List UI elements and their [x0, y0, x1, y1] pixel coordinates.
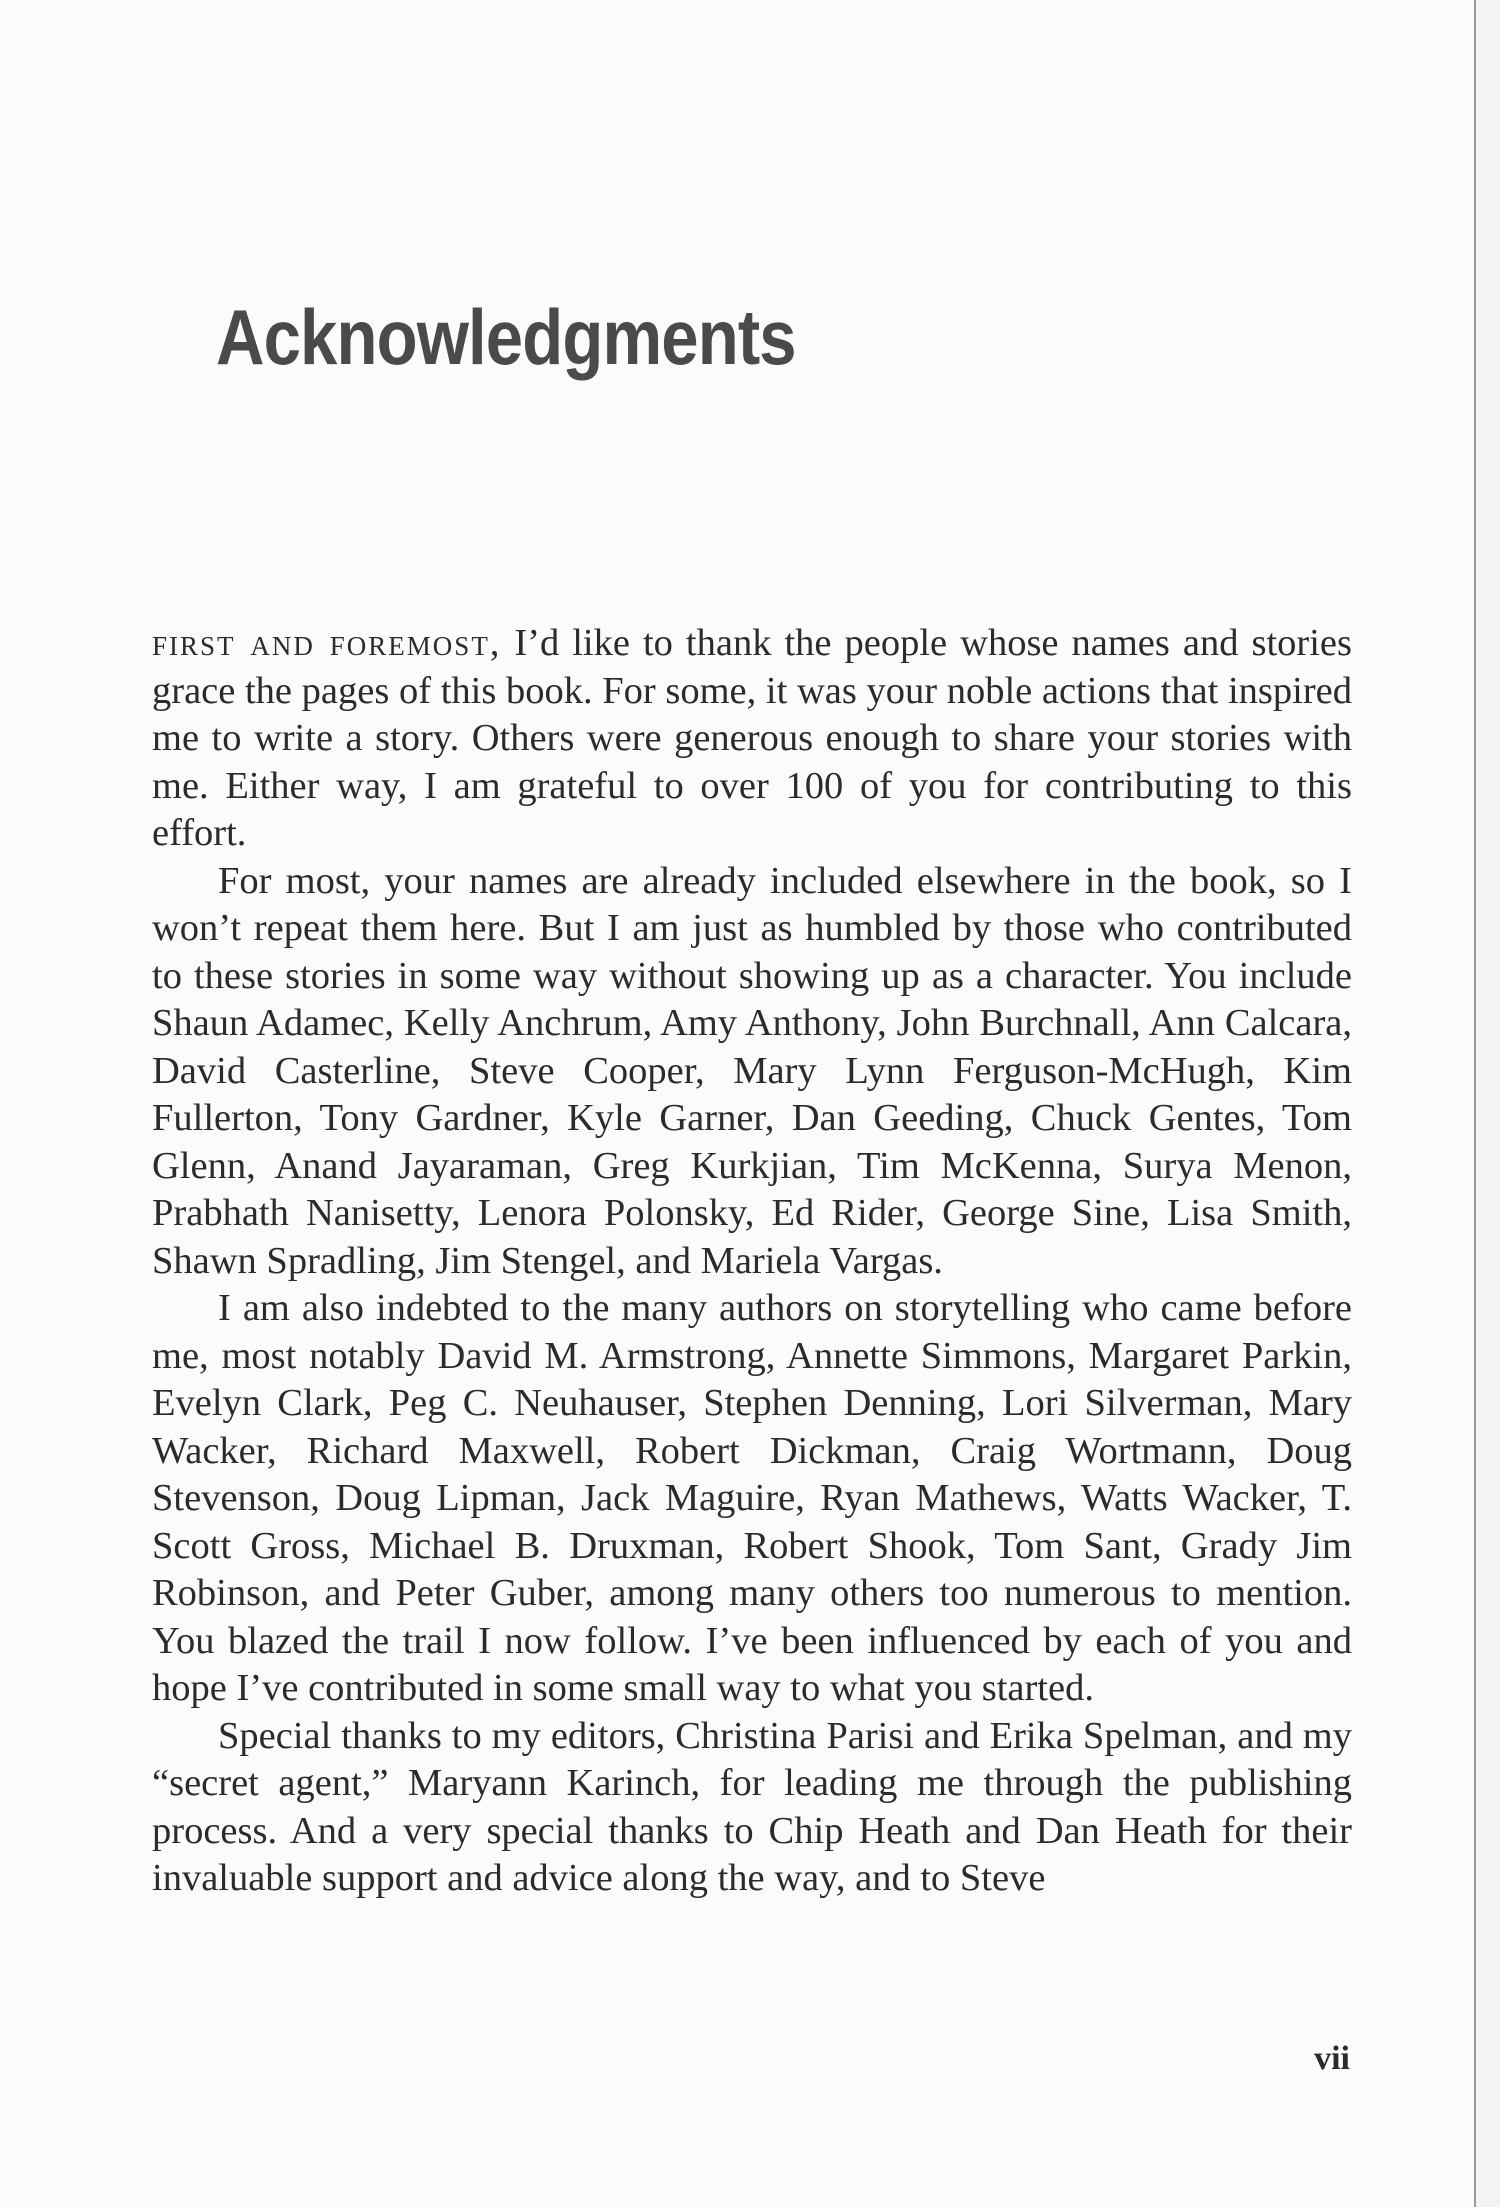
paragraph-2: For most, your names are already included elsewhere in the book, so I won’t repeat them here. But I am just as humbled by those who contributed to these stories in some way without showing up as a character. You include Shaun Adamec, Kelly Anchrum, Amy Anthony, John Burchnall, Ann Calcara, David Casterline, Steve Cooper, Mary Lynn Ferguson-McHugh, Kim Fullerton, Tony Gardner, Kyle Garner, Dan Geeding, Chuck Gentes, Tom Glenn, Anand Jayaraman, Greg Kurkjian, Tim McKenna, Surya Menon, Prabhath Nanisetty, Lenora Polonsky, Ed Rider, George Sine, Lisa Smith, Shawn Spradling, Jim Stengel, and Mariela Vargas. [152, 859, 1352, 1282]
body-text [152, 620, 1352, 1903]
page-edge-line [1474, 0, 1476, 2207]
lead-in-smallcaps: first and foremost, [152, 622, 502, 664]
paragraph-1 [152, 620, 1352, 858]
paragraph-1-text: I’d like to thank the people whose names and stories grace the pages of this book. For some, it was your noble actions that inspired me to write a story. Others were generous enough to share your stories with me. Either way, I am grateful to over 100 of you for contributing to this effort. [152, 622, 1352, 854]
paragraph-3: I am also indebted to the many authors on storytelling who came before me, most notably David M. Armstrong, Annette Simmons, Margaret Parkin, Evelyn Clark, Peg C. Neuhauser, Stephen Denning, Lori Silverman, Mary Wacker, Richard Maxwell, Robert Dickman, Craig Wortmann, Doug Stevenson, Doug Lipman, Jack Maguire, Ryan Mathews, Watts Wacker, T. Scott Gross, Michael B. Druxman, Robert Shook, Tom Sant, Grady Jim Robinson, and Peter Guber, among many others too numerous to mention. You blazed the trail I now follow. I’ve been influenced by each of you and hope I’ve contributed in some small way to what you started. [152, 1287, 1352, 1709]
page-title: Acknowledgments [216, 293, 796, 381]
page-gutter [1476, 0, 1500, 2207]
paragraph-4: Special thanks to my editors, Christina Parisi and Erika Spelman, and my “secret agent,” Maryann Karinch, for leading me through the publishing process. And a very special thanks to Chip Heath and Dan Heath for their invaluable support and advice along the way, and to Steve [152, 1714, 1352, 1899]
page-number: vii [1314, 2040, 1350, 2077]
